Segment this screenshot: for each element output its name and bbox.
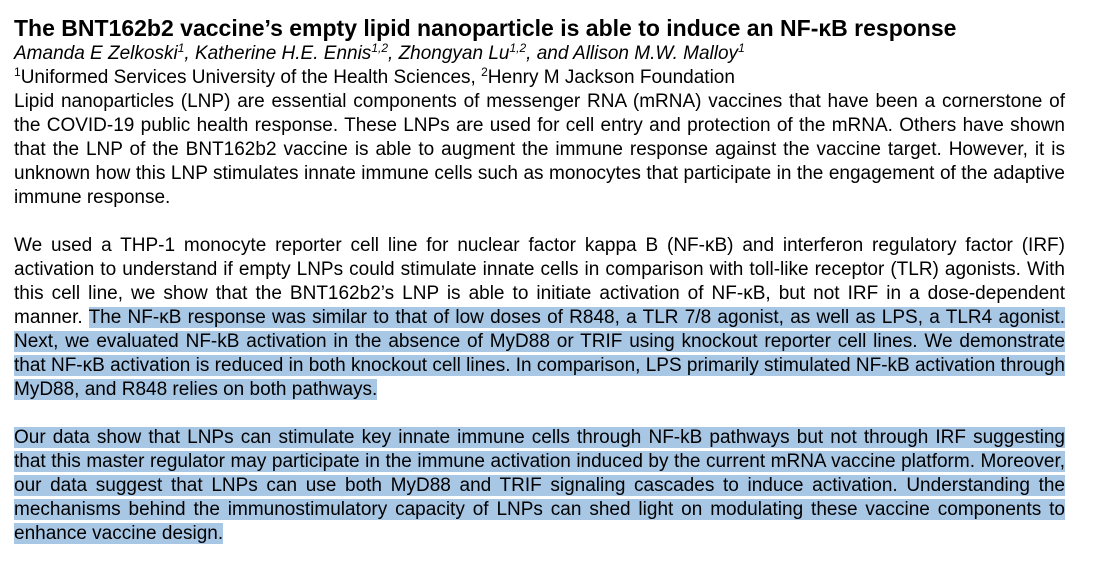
author-affiliation-marker: 1,2: [509, 41, 527, 55]
author-name: Katherine H.E. Ennis: [194, 43, 372, 64]
plain-text: We used a THP-1 monocyte reporter cell line for nuclear factor kappa B (NF-κB) and interferon regulatory factor (IRF) activation to understand if empty LNPs could stimulate innate cells in comparison with toll-like receptor (TLR) agonists. With this cell line, we show that the BNT162b2’s LNP is able to initiate activation of NF-κB, but not IRF in a dose-dependent manner.: [14, 235, 1065, 328]
highlighted-text-selection[interactable]: The NF-κB response was similar to that of low doses of R848, a TLR 7/8 agonist, as well as LPS, a TLR4 agonist. Next, we evaluated NF-kB activation in the absence of MyD88 or TRIF using knockout reporter cell lines. We demonstrate that NF-κB activation is reduced in both knockout cell lines. In comparison, LPS primarily stimulated NF-kB activation through MyD88, and R848 relies on both pathways.: [14, 307, 1065, 400]
author-name: Zhongyan Lu: [398, 43, 510, 64]
highlighted-text-selection[interactable]: Our data show that LNPs can stimulate key innate immune cells through NF-kB pathways but not through IRF suggesting that this master regulator may participate in the immune activation induced by the current mRNA vaccine platform. Moreover, our data suggest that LNPs can use both MyD88 and TRIF signaling cascades to induce activation. Understanding the mechanisms behind the immunostimulatory capacity of LNPs can shed light on modulating these vaccine components to enhance vaccine design.: [14, 427, 1065, 544]
abstract-paragraph-background: Lipid nanoparticles (LNP) are essential components of messenger RNA (mRNA) vaccines that have been a cornerstone of the COVID-19 public health response. These LNPs are used for cell entry and protection of the mRNA. Others have shown that the LNP of the BNT162b2 vaccine is able to augment the immune response against the vaccine target. However, it is unknown how this LNP stimulates innate immune cells such as monocytes that participate in the engagement of the adaptive immune response.: [14, 91, 1065, 208]
abstract-document: [14, 14, 1065, 546]
affiliation-list: [14, 66, 1065, 90]
abstract-paragraph-methods: [14, 234, 1065, 402]
author-name: Amanda E Zelkoski: [14, 43, 178, 64]
affiliation-name: Uniformed Services University of the Health Sciences: [20, 67, 471, 88]
author-name: Allison M.W. Malloy: [573, 43, 739, 64]
paragraph-gap: [14, 402, 1065, 426]
affiliation-marker: 1: [14, 65, 21, 79]
abstract-paragraph-conclusion: [14, 426, 1065, 546]
author-affiliation-marker: 1,2: [371, 41, 388, 55]
author-separator: ,: [388, 43, 399, 64]
affiliation-marker: 2: [481, 65, 488, 79]
author-separator: , and: [526, 43, 574, 64]
author-affiliation-marker: 1: [177, 41, 185, 55]
affiliation-separator: ,: [470, 67, 482, 88]
affiliation-name: Henry M Jackson Foundation: [487, 67, 735, 88]
author-separator: ,: [184, 43, 195, 64]
paragraph-gap: [14, 210, 1065, 234]
author-list: [14, 42, 1065, 66]
author-affiliation-marker: 1: [738, 41, 745, 55]
abstract-title: The BNT162b2 vaccine’s empty lipid nanoparticle is able to induce an NF-κB response: [14, 15, 957, 41]
